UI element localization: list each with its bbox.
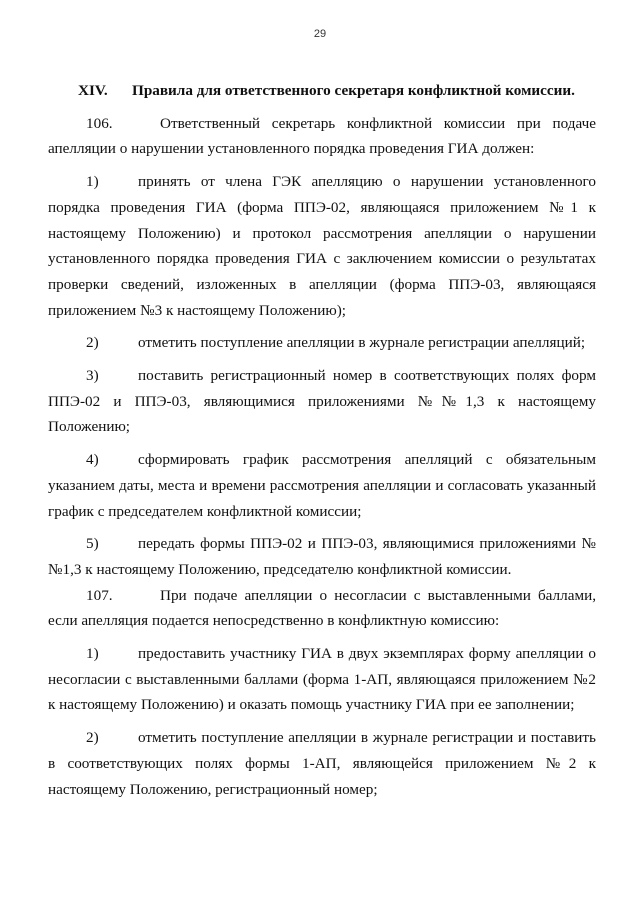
item-text: сформировать график рассмотрения апелляций с обязательным указанием даты, места и времени рассмотрения апелляции и согласовать указанный график с председателем конфликтной комиссии; — [48, 451, 596, 520]
paragraph-text: Ответственный секретарь конфликтной комиссии при подаче апелляции о нарушении установленного порядка проведения ГИА должен: — [48, 114, 596, 158]
section-heading — [48, 78, 596, 104]
item-text: отметить поступление апелляции в журнале регистрации апелляций; — [138, 334, 586, 352]
paragraph-106 — [48, 111, 596, 162]
item-number: 1) — [86, 173, 99, 191]
item-text: передать формы ППЭ-02 и ППЭ-03, являющимися приложениями №№1,3 к настоящему Положению, председателю конфликтной комиссии. — [48, 535, 596, 578]
paragraph-number: 106. — [86, 114, 113, 132]
paragraph-107 — [48, 583, 596, 634]
item-text: принять от члена ГЭК апелляцию о нарушении установленного порядка проведения ГИА (форма ППЭ-02, являющаяся приложением №1 к настоящему Положению) и протокол рассмотрения апелляции о нарушении установленного порядка проведения ГИА с заключением комиссии о результатах проверки сведений, изложенных в апелляции (форма ППЭ-03, являющаяся приложением №3 к настоящему Положению); — [48, 173, 596, 319]
item-number: 3) — [86, 367, 99, 385]
document-body — [48, 78, 596, 802]
item-number: 2) — [86, 334, 99, 352]
paragraph-106-item-4 — [48, 447, 596, 524]
item-number: 5) — [86, 535, 99, 553]
item-text: поставить регистрационный номер в соответствующих полях форм ППЭ-02 и ППЭ-03, являющимися приложениями №№1,3 к настоящему Положению; — [48, 367, 596, 436]
paragraph-text: При подаче апелляции о несогласии с выставленными баллами, если апелляция подается непосредственно в конфликтную комиссию: — [48, 586, 596, 630]
item-number: 1) — [86, 645, 99, 663]
item-number: 2) — [86, 729, 99, 747]
section-number: XIV. — [78, 82, 108, 99]
paragraph-107-item-2 — [48, 725, 596, 802]
paragraph-number: 107. — [86, 586, 113, 604]
section-title: Правила для ответственного секретаря конфликтной комиссии. — [132, 82, 575, 99]
item-number: 4) — [86, 451, 99, 469]
paragraph-106-item-2 — [48, 330, 596, 356]
item-text: предоставить участнику ГИА в двух экземплярах форму апелляции о несогласии с выставленными баллами (форма 1-АП, являющаяся приложением №2 к настоящему Положению) и оказать помощь участнику ГИА при ее заполнении; — [48, 645, 596, 714]
item-text: отметить поступление апелляции в журнале регистрации и поставить в соответствующих полях формы 1-АП, являющейся приложением №2 к настоящему Положению, регистрационный номер; — [48, 729, 596, 798]
paragraph-106-item-3 — [48, 363, 596, 440]
paragraph-106-item-5 — [48, 531, 596, 582]
page-number: 29 — [313, 28, 327, 40]
paragraph-107-item-1 — [48, 641, 596, 718]
paragraph-106-item-1 — [48, 169, 596, 323]
